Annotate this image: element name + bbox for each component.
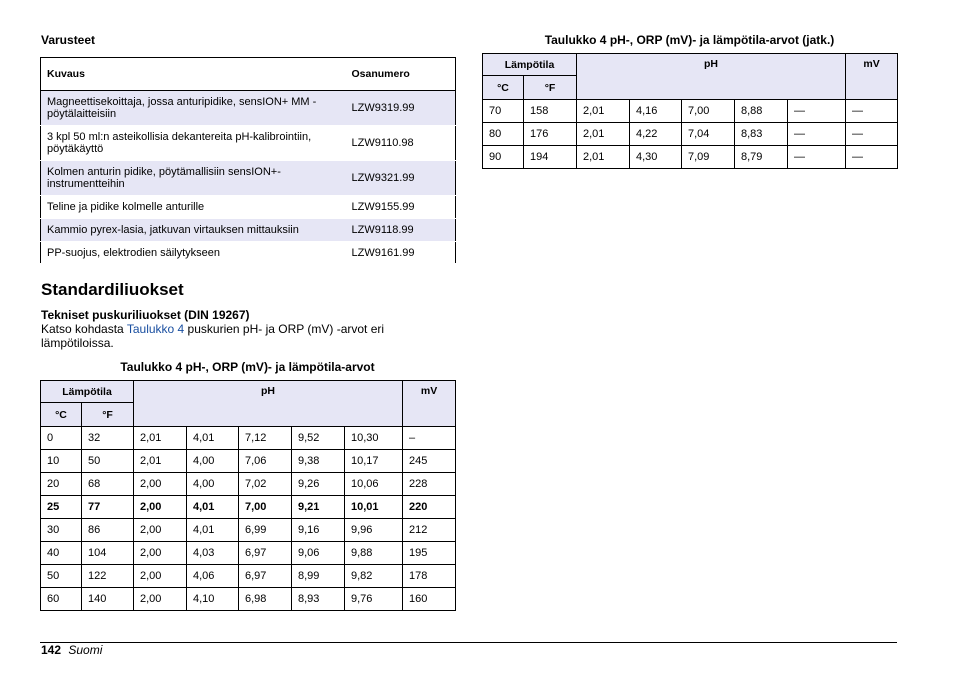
table-cell: — <box>788 146 846 169</box>
intro-paragraph <box>41 322 441 350</box>
subheading: Tekniset puskuriliuokset (DIN 19267) <box>41 308 250 322</box>
table-cell: 9,21 <box>292 496 345 519</box>
temp-header: Lämpötila <box>483 54 577 76</box>
table-row <box>41 161 456 196</box>
table-row <box>41 496 456 519</box>
table-row <box>41 473 456 496</box>
col-part-header: Osanumero <box>346 58 456 91</box>
table-row <box>41 588 456 611</box>
accessory-desc: Kammio pyrex-lasia, jatkuvan virtauksen mittauksiin <box>41 219 346 242</box>
accessory-part: LZW9321.99 <box>346 161 456 196</box>
table-cell: 4,22 <box>630 123 682 146</box>
table-cell: 8,99 <box>292 565 345 588</box>
table-cell: 7,06 <box>239 450 292 473</box>
table-cell: 212 <box>403 519 456 542</box>
table-cell: 228 <box>403 473 456 496</box>
table-cell: 104 <box>82 542 134 565</box>
table-cell: 2,00 <box>134 542 187 565</box>
table-cell: 86 <box>82 519 134 542</box>
table-cell: – <box>403 427 456 450</box>
table-row <box>41 427 456 450</box>
table-cell: — <box>846 100 898 123</box>
table-cell: 90 <box>483 146 524 169</box>
table-cell: 10,30 <box>345 427 403 450</box>
table-cell: 4,03 <box>187 542 239 565</box>
table-cell: 7,12 <box>239 427 292 450</box>
table-row <box>483 123 898 146</box>
table-row <box>41 91 456 126</box>
buffer-table-cont <box>482 53 898 169</box>
table-cell: 2,00 <box>134 473 187 496</box>
table-cell: 140 <box>82 588 134 611</box>
accessory-part: LZW9110.98 <box>346 126 456 161</box>
table-cell: 60 <box>41 588 82 611</box>
table-cell: 6,99 <box>239 519 292 542</box>
table-cell: 2,00 <box>134 588 187 611</box>
col-description-header: Kuvaus <box>41 58 346 91</box>
table-cell: 9,26 <box>292 473 345 496</box>
table-cell: 9,76 <box>345 588 403 611</box>
accessory-part: LZW9118.99 <box>346 219 456 242</box>
table-row <box>41 196 456 219</box>
table-cell: 20 <box>41 473 82 496</box>
table-cell: 176 <box>524 123 577 146</box>
table-cell: 2,00 <box>134 496 187 519</box>
footer-language: Suomi <box>68 643 103 657</box>
table-cell: 4,01 <box>187 519 239 542</box>
table-cell: 10,17 <box>345 450 403 473</box>
accessory-desc: Magneettisekoittaja, jossa anturipidike, sensION+ MM -pöytälaitteisiin <box>41 91 346 126</box>
table-caption-cont: Taulukko 4 pH-, ORP (mV)- ja lämpötila-arvot (jatk.) <box>544 33 835 47</box>
table-cell: 4,00 <box>187 450 239 473</box>
table-cell: 8,83 <box>735 123 788 146</box>
accessories-heading: Varusteet <box>41 33 96 47</box>
table-cell: 4,01 <box>187 496 239 519</box>
table-row <box>41 126 456 161</box>
table-row <box>41 519 456 542</box>
table-cell: 9,82 <box>345 565 403 588</box>
table-cell: 7,09 <box>682 146 735 169</box>
table-cell: 10,06 <box>345 473 403 496</box>
table-cell: 2,01 <box>134 450 187 473</box>
table-cell: 9,88 <box>345 542 403 565</box>
table-cell: 25 <box>41 496 82 519</box>
table-cell: 4,10 <box>187 588 239 611</box>
table-cell: 2,01 <box>577 100 630 123</box>
mv-header: mV <box>403 381 456 427</box>
table-cell: 9,52 <box>292 427 345 450</box>
table-cell: 158 <box>524 100 577 123</box>
table-cell: 4,00 <box>187 473 239 496</box>
table-cell: 245 <box>403 450 456 473</box>
table-cell: 122 <box>82 565 134 588</box>
table-cell: 9,38 <box>292 450 345 473</box>
table-row <box>41 242 456 264</box>
table-cell: 10,01 <box>345 496 403 519</box>
table-cell: 2,01 <box>577 123 630 146</box>
table-cell: — <box>788 123 846 146</box>
table-cell: 220 <box>403 496 456 519</box>
table-cell: 6,98 <box>239 588 292 611</box>
table-cell: 8,79 <box>735 146 788 169</box>
fahrenheit-header: °F <box>82 403 134 427</box>
table-cell: 7,04 <box>682 123 735 146</box>
footer-divider <box>40 642 897 643</box>
table-cell: 178 <box>403 565 456 588</box>
table-cell: 50 <box>41 565 82 588</box>
footer <box>41 643 102 657</box>
accessory-desc: 3 kpl 50 ml:n asteikollisia dekantereita pH-kalibrointiin, pöytäkäyttö <box>41 126 346 161</box>
table-cell: 9,16 <box>292 519 345 542</box>
ph-header: pH <box>134 381 403 427</box>
table-row <box>41 450 456 473</box>
table-cell: 9,06 <box>292 542 345 565</box>
table-cell: 8,88 <box>735 100 788 123</box>
table-row <box>483 146 898 169</box>
table-cell: 6,97 <box>239 565 292 588</box>
table-row <box>41 219 456 242</box>
table-cell: 2,00 <box>134 519 187 542</box>
celsius-header: °C <box>41 403 82 427</box>
table-row <box>41 565 456 588</box>
intro-text: Katso kohdasta <box>41 322 127 336</box>
table-cell: 10 <box>41 450 82 473</box>
table-cell: 4,16 <box>630 100 682 123</box>
table-cell: 8,93 <box>292 588 345 611</box>
table-cell: 4,30 <box>630 146 682 169</box>
table-cell: 6,97 <box>239 542 292 565</box>
accessory-part: LZW9161.99 <box>346 242 456 264</box>
page-number: 142 <box>41 643 62 657</box>
table-cell: 2,01 <box>134 427 187 450</box>
table-cell: 32 <box>82 427 134 450</box>
mv-header: mV <box>846 54 898 100</box>
table-cell: 40 <box>41 542 82 565</box>
table-cell: 160 <box>403 588 456 611</box>
table-cell: 50 <box>82 450 134 473</box>
table-cell: 7,00 <box>682 100 735 123</box>
buffer-table <box>40 380 456 611</box>
table-cell: 0 <box>41 427 82 450</box>
table-cell: 195 <box>403 542 456 565</box>
celsius-header: °C <box>483 76 524 100</box>
section-title: Standardiliuokset <box>41 280 184 299</box>
table-cell: 68 <box>82 473 134 496</box>
table-cell: — <box>846 123 898 146</box>
temp-header: Lämpötila <box>41 381 134 403</box>
table-row <box>41 542 456 565</box>
accessories-table <box>40 57 456 264</box>
accessory-desc: Kolmen anturin pidike, pöytämallisiin sensION+-instrumentteihin <box>41 161 346 196</box>
accessory-desc: Teline ja pidike kolmelle anturille <box>41 196 346 219</box>
table-link[interactable]: Taulukko 4 <box>126 322 185 336</box>
table-cell: — <box>846 146 898 169</box>
table-cell: 4,06 <box>187 565 239 588</box>
table-cell: 4,01 <box>187 427 239 450</box>
table-cell: 9,96 <box>345 519 403 542</box>
table-caption: Taulukko 4 pH-, ORP (mV)- ja lämpötila-arvot <box>120 360 375 374</box>
accessory-desc: PP-suojus, elektrodien säilytykseen <box>41 242 346 264</box>
intro-text-rest: puskurien pH- ja ORP (mV) -arvot eri lämpötiloissa. <box>41 322 385 350</box>
accessory-part: LZW9155.99 <box>346 196 456 219</box>
table-cell: 7,00 <box>239 496 292 519</box>
ph-header: pH <box>577 54 846 100</box>
table-cell: 2,01 <box>577 146 630 169</box>
table-cell: — <box>788 100 846 123</box>
fahrenheit-header: °F <box>524 76 577 100</box>
table-cell: 2,00 <box>134 565 187 588</box>
table-row <box>483 100 898 123</box>
table-cell: 7,02 <box>239 473 292 496</box>
table-cell: 80 <box>483 123 524 146</box>
table-cell: 77 <box>82 496 134 519</box>
table-cell: 70 <box>483 100 524 123</box>
table-cell: 194 <box>524 146 577 169</box>
accessory-part: LZW9319.99 <box>346 91 456 126</box>
table-cell: 30 <box>41 519 82 542</box>
